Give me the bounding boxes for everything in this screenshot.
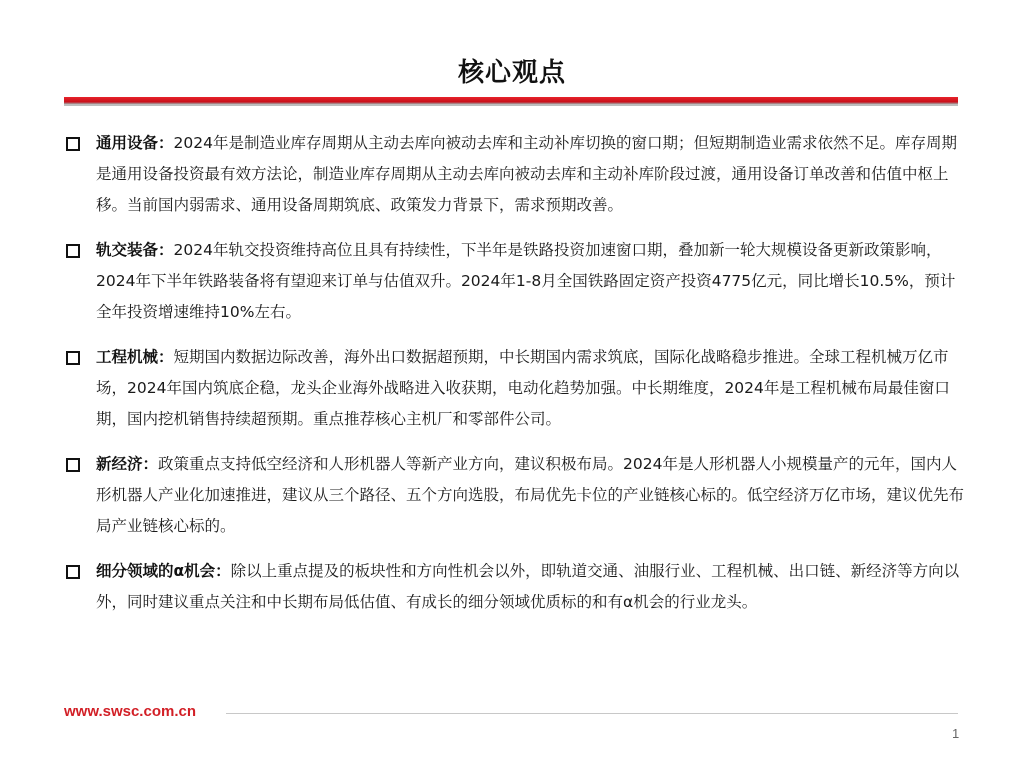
- bullet-text: 2024年轨交投资维持高位且具有持续性，下半年是铁路投资加速窗口期，叠加新一轮大规模设备更新政策影响，2024年下半年铁路装备将有望迎来订单与估值双升。2024年1-8月全国铁路固定资产投资4775亿元，同比增长10.5%，预计全年投资增速维持10%左右。: [96, 241, 956, 321]
- bullet-heading: 轨交装备：: [96, 241, 174, 259]
- bullet-text: 除以上重点提及的板块性和方向性机会以外，即轨道交通、油服行业、工程机械、出口链、新经济等方向以外，同时建议重点关注和中长期布局低估值、有成长的细分领域优质标的和有α机会的行业龙头。: [96, 562, 960, 611]
- page-number: 1: [952, 726, 960, 741]
- bullet-item: [62, 128, 967, 221]
- square-bullet-icon: [66, 458, 80, 472]
- square-bullet-icon: [66, 351, 80, 365]
- bullet-item: [62, 342, 967, 435]
- bullet-heading: 工程机械：: [96, 348, 174, 366]
- square-bullet-icon: [66, 565, 80, 579]
- square-bullet-icon: [66, 244, 80, 258]
- bullet-heading: 细分领域的α机会：: [96, 562, 231, 580]
- bullet-text: 政策重点支持低空经济和人形机器人等新产业方向，建议积极布局。2024年是人形机器人小规模量产的元年，国内人形机器人产业化加速推进，建议从三个路径、五个方向选股，布局优先卡位的产业链核心标的。低空经济万亿市场，建议优先布局产业链核心标的。: [96, 455, 965, 535]
- title-rule-shadow: [64, 104, 958, 106]
- bullet-text: 2024年是制造业库存周期从主动去库向被动去库和主动补库切换的窗口期；但短期制造业需求依然不足。库存周期是通用设备投资最有效方法论，制造业库存周期从主动去库向被动去库和主动补库阶段过渡，通用设备订单改善和估值中枢上移。当前国内弱需求、通用设备周期筑底、政策发力背景下，需求预期改善。: [96, 134, 957, 214]
- square-bullet-icon: [66, 137, 80, 151]
- bullet-item: [62, 449, 967, 542]
- bullet-heading: 通用设备：: [96, 134, 174, 152]
- bullet-item: [62, 556, 967, 618]
- footer-url-link[interactable]: www.swsc.com.cn: [64, 703, 196, 720]
- footer-rule: [226, 713, 958, 714]
- slide-title: 核心观点: [457, 58, 566, 88]
- bullet-list: [62, 128, 967, 632]
- bullet-heading: 新经济：: [96, 455, 159, 473]
- title-rule: [64, 97, 958, 104]
- bullet-text: 短期国内数据边际改善，海外出口数据超预期，中长期国内需求筑底，国际化战略稳步推进。全球工程机械万亿市场，2024年国内筑底企稳，龙头企业海外战略进入收获期，电动化趋势加强。中长期维度，2024年是工程机械布局最佳窗口期，国内挖机销售持续超预期。重点推荐核心主机厂和零部件公司。: [96, 348, 950, 428]
- bullet-item: [62, 235, 967, 328]
